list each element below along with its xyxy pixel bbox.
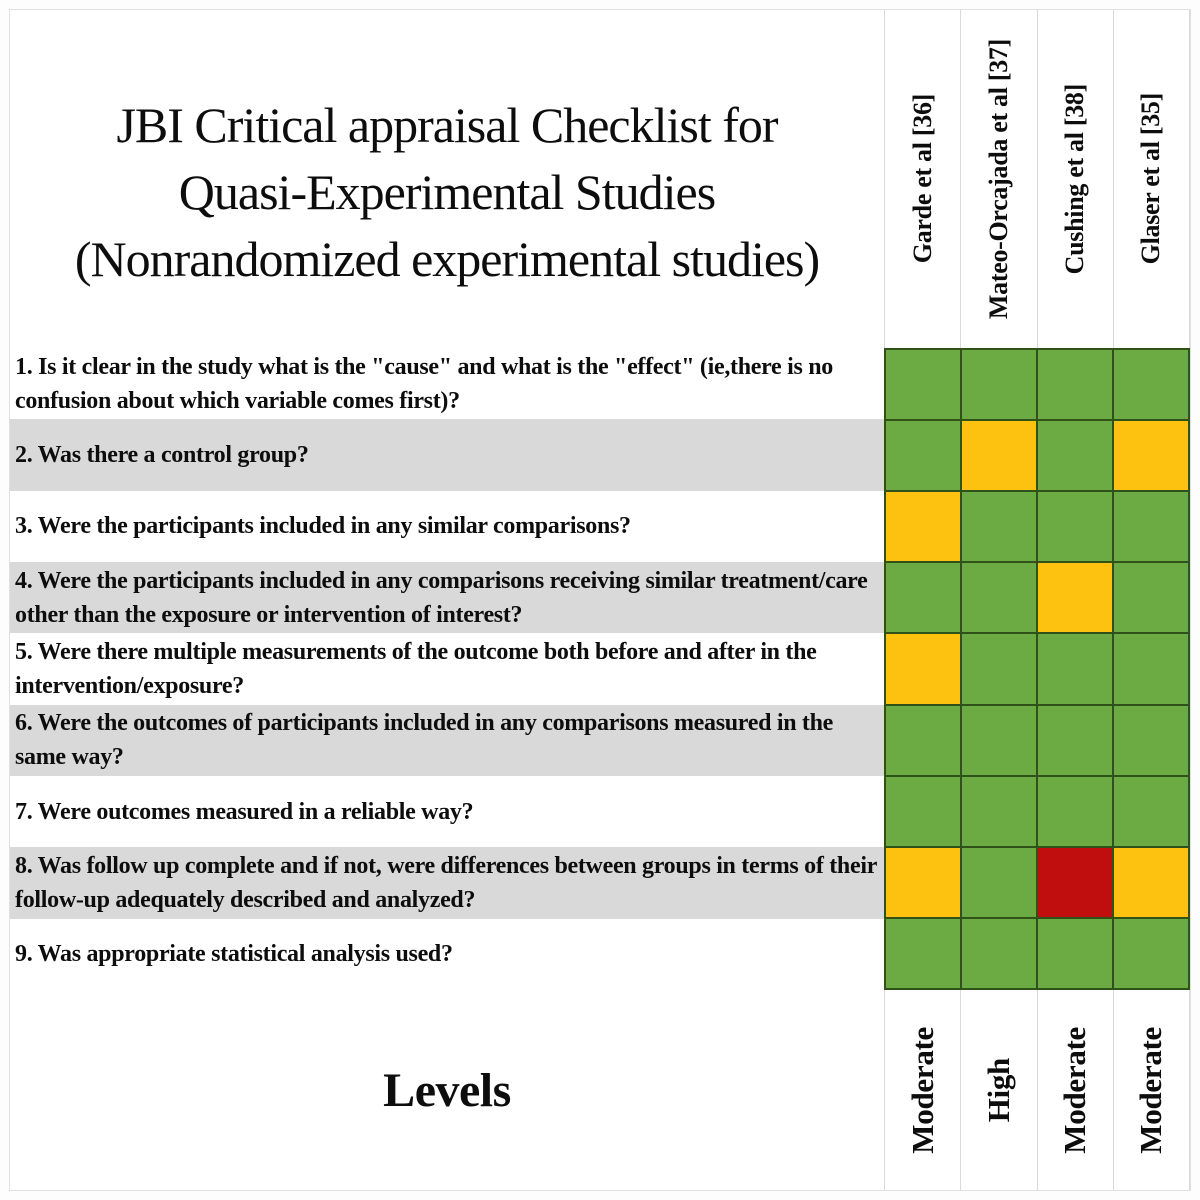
figure-title-line: (Nonrandomized experimental studies) <box>74 230 820 287</box>
question-row <box>10 491 884 562</box>
rating-cell-q8-s4 <box>1114 848 1188 917</box>
question-text: 8. Was follow up complete and if not, were differences between groups in terms of their follow-up adequately described and analyzed? <box>15 852 877 913</box>
study-header-label: Glaser et al [35] <box>1136 93 1166 265</box>
rating-cell-q6-s3 <box>1038 706 1112 775</box>
levels-row <box>10 990 1190 1190</box>
rating-cell-q4-s2 <box>962 563 1036 632</box>
levels-label: Levels <box>383 1063 511 1117</box>
rating-cell-q5-s1 <box>886 634 960 703</box>
question-row <box>10 776 884 847</box>
question-text: 7. Were outcomes measured in a reliable way? <box>15 798 474 825</box>
figure-title <box>10 10 884 348</box>
ratings-grid <box>884 348 1190 990</box>
question-row <box>10 419 884 490</box>
rating-cell-q2-s2 <box>962 421 1036 490</box>
rows-band <box>10 348 1190 990</box>
question-row <box>10 633 884 704</box>
figure-title-line: JBI Critical appraisal Checklist for <box>116 96 778 153</box>
rating-cell-q3-s4 <box>1114 492 1188 561</box>
rating-cell-q8-s2 <box>962 848 1036 917</box>
rating-cell-q4-s4 <box>1114 563 1188 632</box>
study-header-cell <box>960 10 1036 348</box>
rating-cell-q6-s2 <box>962 706 1036 775</box>
rating-cell-q8-s3 <box>1038 848 1112 917</box>
level-cell <box>960 990 1036 1190</box>
rating-cell-q1-s2 <box>962 350 1036 419</box>
rating-cell-q1-s3 <box>1038 350 1112 419</box>
rating-cell-q5-s3 <box>1038 634 1112 703</box>
rating-cell-q1-s1 <box>886 350 960 419</box>
level-label: Moderate <box>904 1026 940 1154</box>
question-row <box>10 847 884 918</box>
question-text: 6. Were the outcomes of participants included in any comparisons measured in the same way? <box>15 710 834 771</box>
question-text: 9. Was appropriate statistical analysis used? <box>15 941 453 968</box>
rating-cell-q2-s3 <box>1038 421 1112 490</box>
figure-title-line: Quasi-Experimental Studies <box>178 163 716 220</box>
rating-cell-q8-s1 <box>886 848 960 917</box>
rating-cell-q3-s1 <box>886 492 960 561</box>
rating-cell-q6-s1 <box>886 706 960 775</box>
level-label: Moderate <box>1057 1026 1093 1154</box>
rating-cell-q4-s3 <box>1038 563 1112 632</box>
questions-column <box>10 348 884 990</box>
question-text: 4. Were the participants included in any comparisons receiving similar treatment/care other than the exposure or intervention of interest? <box>15 567 868 628</box>
study-headers <box>884 10 1190 348</box>
study-header-cell <box>1037 10 1113 348</box>
study-header-label: Cushing et al [38] <box>1060 83 1090 275</box>
header-band <box>10 10 1190 348</box>
rating-cell-q7-s3 <box>1038 777 1112 846</box>
rating-cell-q5-s2 <box>962 634 1036 703</box>
rating-cell-q7-s4 <box>1114 777 1188 846</box>
study-header-cell <box>1113 10 1190 348</box>
question-row <box>10 348 884 419</box>
question-text: 5. Were there multiple measurements of the outcome both before and after in the intervention/exposure? <box>15 638 817 699</box>
rating-cell-q9-s3 <box>1038 919 1112 988</box>
rating-cell-q2-s1 <box>886 421 960 490</box>
rating-cell-q7-s1 <box>886 777 960 846</box>
rating-cell-q6-s4 <box>1114 706 1188 775</box>
rating-cell-q3-s3 <box>1038 492 1112 561</box>
level-cells <box>884 990 1190 1190</box>
rating-cell-q9-s1 <box>886 919 960 988</box>
rating-cell-q4-s1 <box>886 563 960 632</box>
rating-cell-q2-s4 <box>1114 421 1188 490</box>
rating-cell-q5-s4 <box>1114 634 1188 703</box>
rating-cell-q7-s2 <box>962 777 1036 846</box>
rating-cell-q1-s4 <box>1114 350 1188 419</box>
rating-cell-q3-s2 <box>962 492 1036 561</box>
rating-cell-q9-s2 <box>962 919 1036 988</box>
question-row <box>10 705 884 776</box>
rating-cell-q9-s4 <box>1114 919 1188 988</box>
study-header-cell <box>884 10 960 348</box>
question-row <box>10 562 884 633</box>
figure-frame <box>9 9 1191 1191</box>
study-header-label: Mateo-Orcajada et al [37] <box>983 38 1013 320</box>
question-row <box>10 919 884 990</box>
levels-label-cell <box>10 990 884 1190</box>
study-header-label: Garde et al [36] <box>907 94 937 264</box>
question-text: 1. Is it clear in the study what is the "cause" and what is the "effect" (ie,there is no confusion about which variable comes first)? <box>15 353 833 414</box>
level-label: Moderate <box>1133 1026 1169 1154</box>
level-cell <box>884 990 960 1190</box>
level-label: High <box>980 1057 1016 1123</box>
question-text: 2. Was there a control group? <box>15 441 309 468</box>
question-text: 3. Were the participants included in any similar comparisons? <box>15 513 631 540</box>
level-cell <box>1037 990 1113 1190</box>
level-cell <box>1113 990 1190 1190</box>
